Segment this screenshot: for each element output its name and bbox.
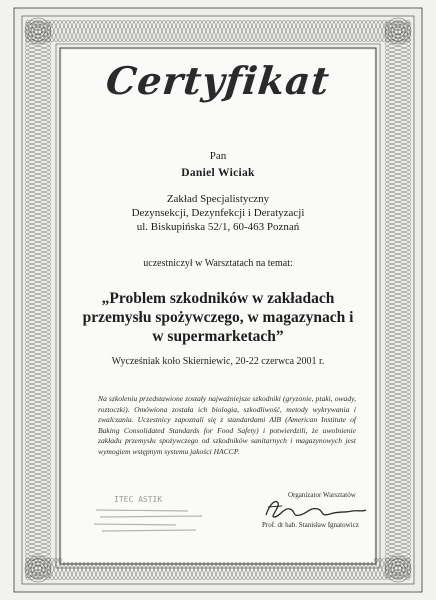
- place-date: Wycześniak koło Skierniewic, 20-22 czerwca 2001 r.: [111, 356, 325, 367]
- signer-name: Prof. dr hab. Stanisław Ignatowicz: [262, 521, 359, 529]
- description-paragraph: Na szkoleniu przedstawione zostały najważniejsze szkodniki (gryzonie, ptaki, owady, roztoczki). Omówiona została ich biologia, szkodliwość, metody wykrywania i zwalczania. Uczestnicy zapoznali się z standardami AIB (American Institute of Baking Consolidated Standards for Food Safety) i potwierdzili, że uwolnienie zakładu przemysłu spożywczego od szkodników sanitarnych i magazynowych jest wymogiem wstępnym systemu jakości HACCP.: [98, 394, 356, 456]
- stamp-mark: [92, 490, 214, 538]
- signature-image: [260, 495, 370, 521]
- organization-line-2: Dezynsekcji, Dezynfekcji i Deratyzacji: [131, 207, 305, 219]
- workshop-topic: „Problem szkodników w zakładach przemysłu spożywczego, w magazynach i w supermarketach”: [82, 290, 354, 345]
- stamp-text: ITEC ASTIK: [114, 495, 163, 504]
- salutation: Pan: [209, 150, 227, 162]
- certificate-title: Certyfikat: [103, 58, 333, 103]
- recipient-name: Daniel Wiciak: [181, 167, 255, 179]
- organization-line-3: ul. Biskupińska 52/1, 60-463 Poznań: [136, 221, 300, 233]
- intro-text: uczestniczył w Warsztatach na temat:: [143, 258, 293, 269]
- organizer-label: Organizator Warsztatów: [288, 491, 356, 499]
- organization-line-1: Zakład Specjalistyczny: [166, 193, 270, 205]
